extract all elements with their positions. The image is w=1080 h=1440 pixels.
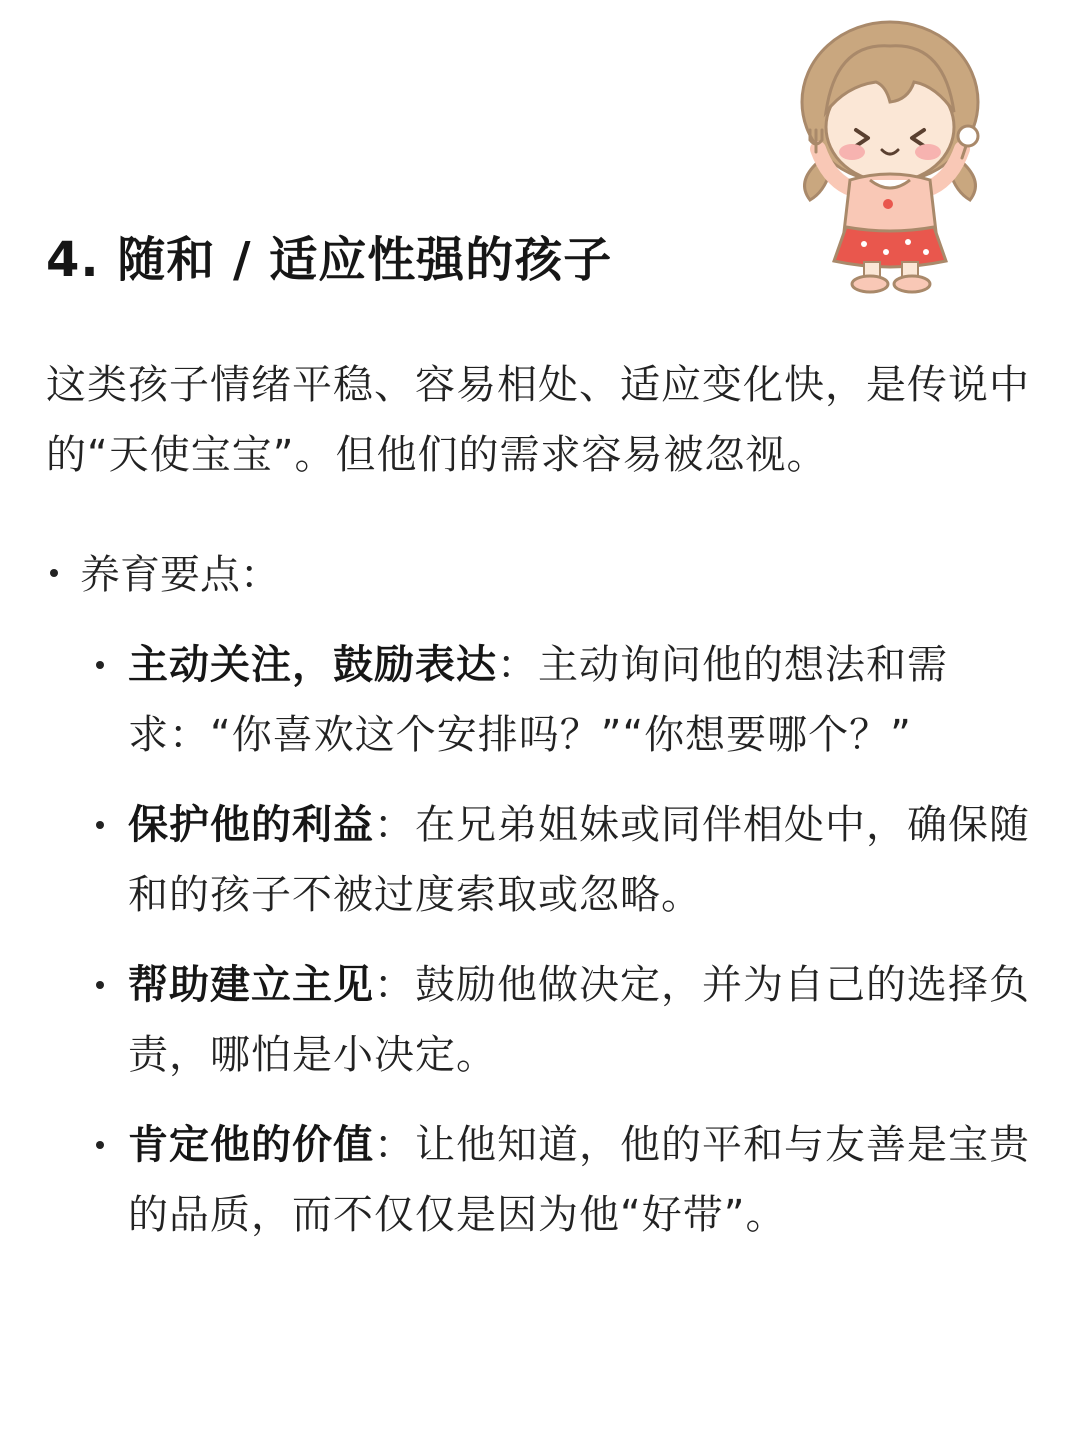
bullet-dot-icon	[96, 661, 104, 669]
list-item	[96, 790, 1036, 930]
page-title: 4. 随和 / 适应性强的孩子	[46, 232, 613, 288]
item-body: 鼓励他做决定，并为自己的选择负责，哪怕是小决定。	[128, 962, 1030, 1078]
section-label-text: 养育要点：	[80, 552, 280, 598]
section-label	[50, 545, 280, 605]
tips-list	[96, 630, 1036, 1270]
girl-mascot-icon	[790, 12, 1000, 302]
bullet-dot-icon	[50, 569, 58, 577]
intro-paragraph: 这类孩子情绪平稳、容易相处、适应变化快，是传说中的“天使宝宝”。但他们的需求容易被忽视。	[46, 362, 1030, 478]
item-heading: 主动关注，鼓励表达	[128, 642, 497, 688]
item-separator: ：	[374, 962, 415, 1008]
list-item	[96, 950, 1036, 1090]
list-item	[96, 630, 1036, 770]
item-separator: ：	[497, 642, 538, 688]
bullet-dot-icon	[96, 1141, 104, 1149]
item-separator: ：	[374, 802, 415, 848]
item-heading: 帮助建立主见	[128, 962, 374, 1008]
list-item	[96, 1110, 1036, 1250]
bullet-dot-icon	[96, 981, 104, 989]
item-heading: 保护他的利益	[128, 802, 374, 848]
item-body: 让他知道，他的平和与友善是宝贵的品质，而不仅仅是因为他“好带”。	[128, 1122, 1030, 1238]
item-heading: 肯定他的价值	[128, 1122, 374, 1168]
bullet-dot-icon	[96, 821, 104, 829]
item-body: 在兄弟姐妹或同伴相处中，确保随和的孩子不被过度索取或忽略。	[128, 802, 1030, 918]
item-separator: ：	[374, 1122, 415, 1168]
item-body: 主动询问他的想法和需求：“你喜欢这个安排吗？”“你想要哪个？”	[128, 642, 948, 758]
